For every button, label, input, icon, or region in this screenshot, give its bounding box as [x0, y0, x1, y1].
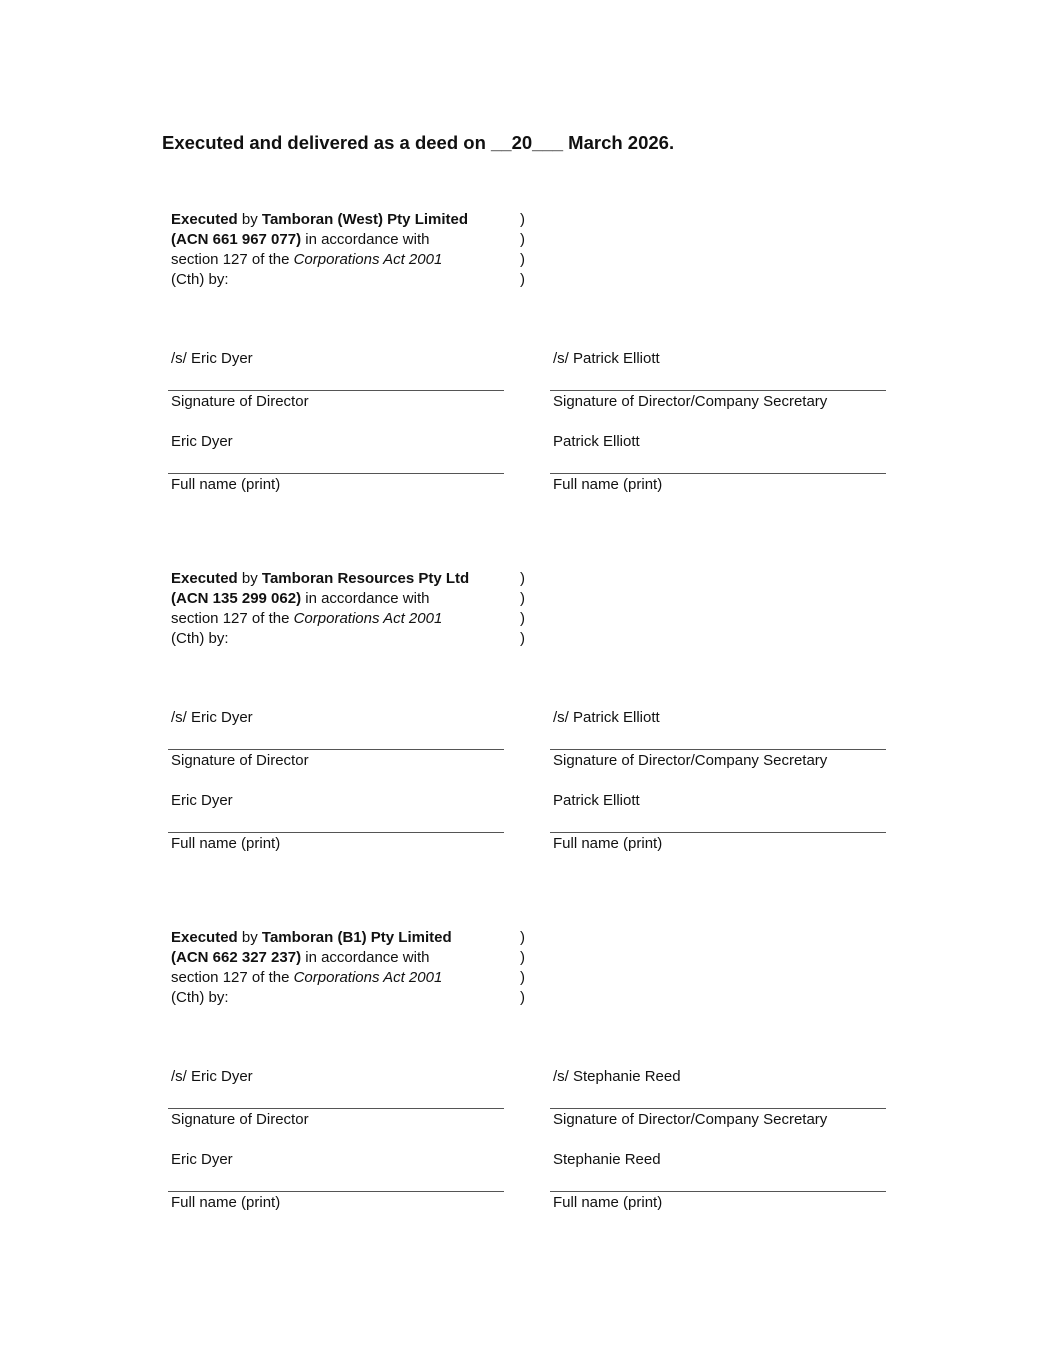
signature-line	[168, 749, 504, 750]
parentheses	[520, 210, 525, 290]
full-name: Eric Dyer	[171, 1151, 233, 1168]
signature: /s/ Stephanie Reed	[553, 1068, 681, 1085]
paren: )	[520, 630, 525, 647]
signature-label: Signature of Director/Company Secretary	[553, 393, 828, 410]
execution-block	[0, 928, 1055, 1268]
full-name-label: Full name (print)	[553, 1194, 663, 1211]
company-name: Tamboran (West) Pty Limited	[261, 211, 469, 228]
parentheses	[520, 569, 525, 649]
full-name: Stephanie Reed	[553, 1151, 661, 1168]
paren: )	[520, 590, 525, 607]
section-text: section 127 of the	[171, 969, 294, 986]
acn: (ACN 661 967 077)	[171, 231, 302, 248]
paren: )	[520, 271, 525, 288]
paren: )	[520, 251, 525, 268]
act-name: Corporations Act 2001	[293, 610, 443, 627]
full-name-label: Full name (print)	[171, 476, 281, 493]
full-name: Patrick Elliott	[553, 792, 640, 809]
name-line	[550, 832, 886, 833]
signature: /s/ Patrick Elliott	[553, 350, 660, 367]
accordance-text: in accordance with	[301, 590, 430, 607]
by-text: by	[237, 929, 262, 946]
paren: )	[520, 929, 525, 946]
full-name: Eric Dyer	[171, 433, 233, 450]
signature-line	[550, 749, 886, 750]
paren: )	[520, 949, 525, 966]
signature-line	[550, 390, 886, 391]
signature-line	[550, 1108, 886, 1109]
executed-label: Executed	[171, 570, 238, 587]
accordance-text: in accordance with	[301, 949, 430, 966]
full-name-label: Full name (print)	[553, 476, 663, 493]
execution-clause	[171, 569, 511, 649]
signature: /s/ Eric Dyer	[171, 1068, 253, 1085]
full-name-label: Full name (print)	[171, 1194, 281, 1211]
by-text: by	[237, 570, 262, 587]
company-name: Tamboran (B1) Pty Limited	[261, 929, 452, 946]
paren: )	[520, 570, 525, 587]
full-name-label: Full name (print)	[171, 835, 281, 852]
cth-text: (Cth) by:	[171, 989, 229, 1006]
full-name-label: Full name (print)	[553, 835, 663, 852]
paren: )	[520, 610, 525, 627]
paren: )	[520, 231, 525, 248]
signature-label: Signature of Director/Company Secretary	[553, 752, 828, 769]
parentheses	[520, 928, 525, 1008]
signature: /s/ Patrick Elliott	[553, 709, 660, 726]
by-text: by	[237, 211, 262, 228]
name-line	[168, 1191, 504, 1192]
acn: (ACN 135 299 062)	[171, 590, 302, 607]
signature-label: Signature of Director	[171, 1111, 309, 1128]
full-name: Eric Dyer	[171, 792, 233, 809]
name-line	[550, 1191, 886, 1192]
acn: (ACN 662 327 237)	[171, 949, 302, 966]
name-line	[550, 473, 886, 474]
section-text: section 127 of the	[171, 251, 294, 268]
execution-block	[0, 210, 1055, 550]
executed-label: Executed	[171, 929, 238, 946]
signature-line	[168, 1108, 504, 1109]
execution-clause	[171, 210, 511, 290]
signature-line	[168, 390, 504, 391]
executed-label: Executed	[171, 211, 238, 228]
signature: /s/ Eric Dyer	[171, 709, 253, 726]
name-line	[168, 473, 504, 474]
name-line	[168, 832, 504, 833]
act-name: Corporations Act 2001	[293, 969, 443, 986]
execution-clause	[171, 928, 511, 1008]
signature-label: Signature of Director	[171, 752, 309, 769]
section-text: section 127 of the	[171, 610, 294, 627]
deed-title: Executed and delivered as a deed on __20___ March 2026.	[162, 132, 675, 153]
signature-label: Signature of Director/Company Secretary	[553, 1111, 828, 1128]
cth-text: (Cth) by:	[171, 271, 229, 288]
cth-text: (Cth) by:	[171, 630, 229, 647]
accordance-text: in accordance with	[301, 231, 430, 248]
signature: /s/ Eric Dyer	[171, 350, 253, 367]
paren: )	[520, 989, 525, 1006]
paren: )	[520, 211, 525, 228]
act-name: Corporations Act 2001	[293, 251, 443, 268]
paren: )	[520, 969, 525, 986]
full-name: Patrick Elliott	[553, 433, 640, 450]
signature-label: Signature of Director	[171, 393, 309, 410]
company-name: Tamboran Resources Pty Ltd	[261, 570, 470, 587]
execution-block	[0, 569, 1055, 909]
